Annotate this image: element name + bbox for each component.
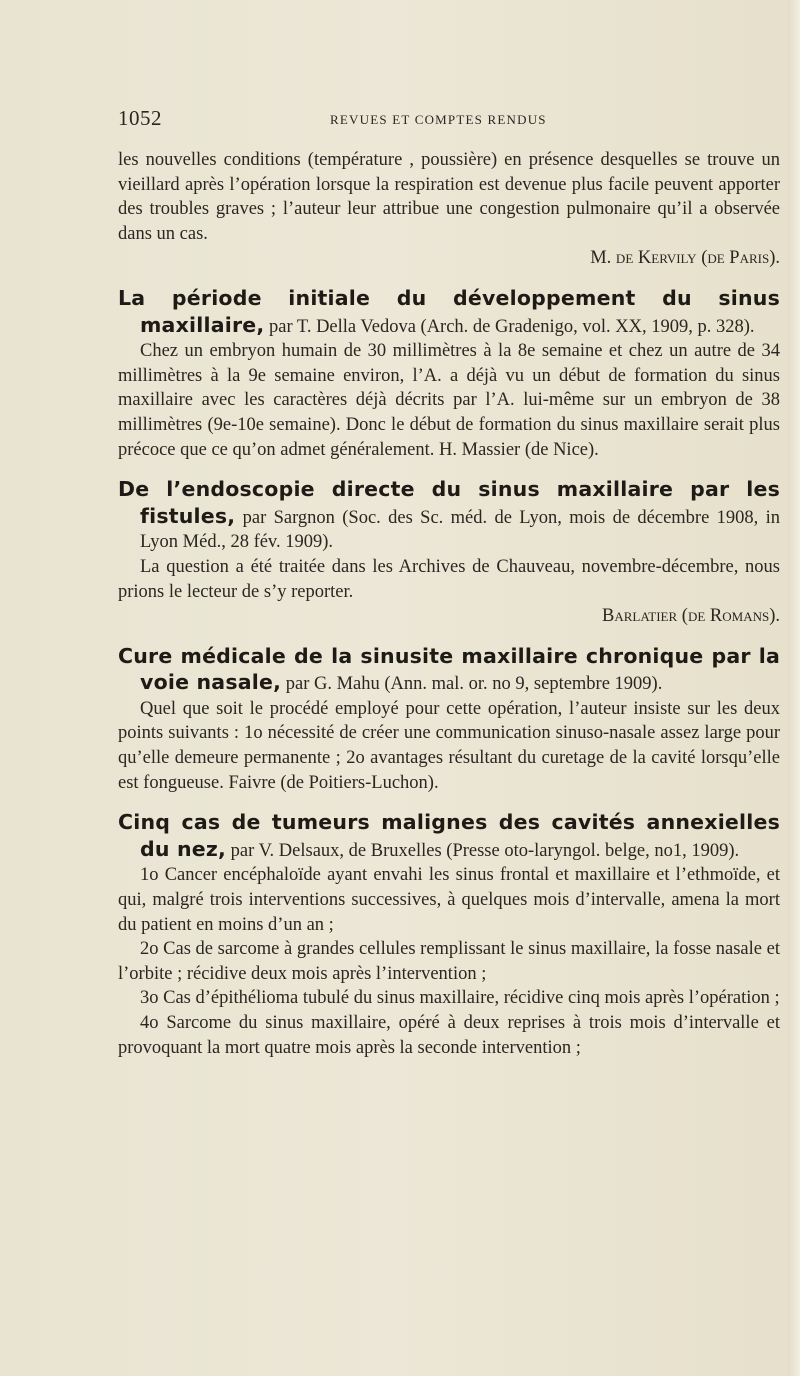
article-2-byline: par Sargnon (Soc. des Sc. méd. de Lyon, mois de décembre 1908, in Lyon Méd., 28 fév. 1909). bbox=[140, 507, 781, 553]
intro-signature: M. de Kervily (de Paris). bbox=[590, 248, 780, 269]
article-4 bbox=[118, 810, 780, 1060]
article-4-heading bbox=[118, 810, 780, 863]
page-body bbox=[118, 148, 780, 1060]
article-1 bbox=[118, 286, 780, 462]
article-4-paragraph-4: 4o Sarcome du sinus maxillaire, opéré à deux reprises à trois mois d’intervalle et provoquant la mort quatre mois après la seconde intervention ; bbox=[118, 1013, 780, 1058]
article-1-paragraph: Chez un embryon humain de 30 millimètres à la 8e semaine et chez un autre de 34 millimètres à la 9e semaine environ, l’A. a déjà vu un début de formation du sinus maxillaire avec les caractères déjà décrits par l’A. lui-même sur un embryon de 38 millimètres (9e-10e semaine). Donc le début de formation du sinus maxillaire serait plus précoce que ce qu’on admet généralement. H. Massier (de Nice). bbox=[118, 341, 780, 460]
article-2-title: De l’endoscopie directe du sinus maxillaire par les fistules, bbox=[118, 477, 780, 528]
article-4-title: Cinq cas de tumeurs malignes des cavités annexielles du nez, bbox=[118, 810, 780, 861]
article-3 bbox=[118, 644, 780, 796]
article-3-byline: par G. Mahu (Ann. mal. or. no 9, septembre 1909). bbox=[285, 674, 663, 695]
page-edge bbox=[788, 0, 800, 1376]
article-1-byline: par T. Della Vedova (Arch. de Gradenigo, vol. XX, 1909, p. 328). bbox=[268, 316, 755, 337]
article-4-paragraph-2: 2o Cas de sarcome à grandes cellules remplissant le sinus maxillaire, la fosse nasale et l’orbite ; récidive deux mois après l’intervention ; bbox=[118, 939, 780, 984]
article-2 bbox=[118, 477, 780, 629]
article-4-byline: par V. Delsaux, de Bruxelles (Presse oto-laryngol. belge, no1, 1909). bbox=[230, 840, 740, 861]
page-header bbox=[118, 106, 780, 136]
article-2-signature: Barlatier (de Romans). bbox=[602, 606, 780, 627]
intro-paragraph: les nouvelles conditions (température , poussière) en présence desquelles se trouve un vieillard après l’opération lorsque la respiration est devenue plus facile peuvent apporter des troubles graves ; l’auteur leur attribue une congestion pulmonaire qu’il a observée dans un cas. bbox=[118, 150, 780, 244]
running-title: REVUES ET COMPTES RENDUS bbox=[330, 112, 547, 127]
article-4-paragraph-3: 3o Cas d’épithélioma tubulé du sinus maxillaire, récidive cinq mois après l’opération ; bbox=[140, 988, 780, 1009]
article-2-heading bbox=[118, 477, 780, 555]
article-3-title: Cure médicale de la sinusite maxillaire chronique par la voie nasale, bbox=[118, 643, 780, 695]
article-1-title: La période initiale du développement du sinus maxillaire, bbox=[118, 285, 780, 337]
article-1-heading bbox=[118, 286, 780, 339]
article-3-heading bbox=[118, 644, 780, 697]
article-2-paragraph: La question a été traitée dans les Archives de Chauveau, novembre-décembre, nous prions le lecteur de s’y reporter. bbox=[118, 556, 780, 602]
article-4-paragraph-1: 1o Cancer encéphaloïde ayant envahi les sinus frontal et maxillaire et l’ethmoïde, et qui, malgré trois interventions successives, à quelques mois d’intervalle, amena la mort du patient en moins d’un an ; bbox=[118, 865, 780, 935]
page-number: 1052 bbox=[118, 106, 162, 130]
article-3-paragraph: Quel que soit le procédé employé pour cette opération, l’auteur insiste sur les deux points suivants : 1o nécessité de créer une communication sinuso-nasale assez large pour qu’elle demeure permanente ; 2o avantages résultant du curetage de la cavité lorsqu’elle est fongueuse. Faivre (de Poitiers-Luchon). bbox=[118, 698, 780, 793]
